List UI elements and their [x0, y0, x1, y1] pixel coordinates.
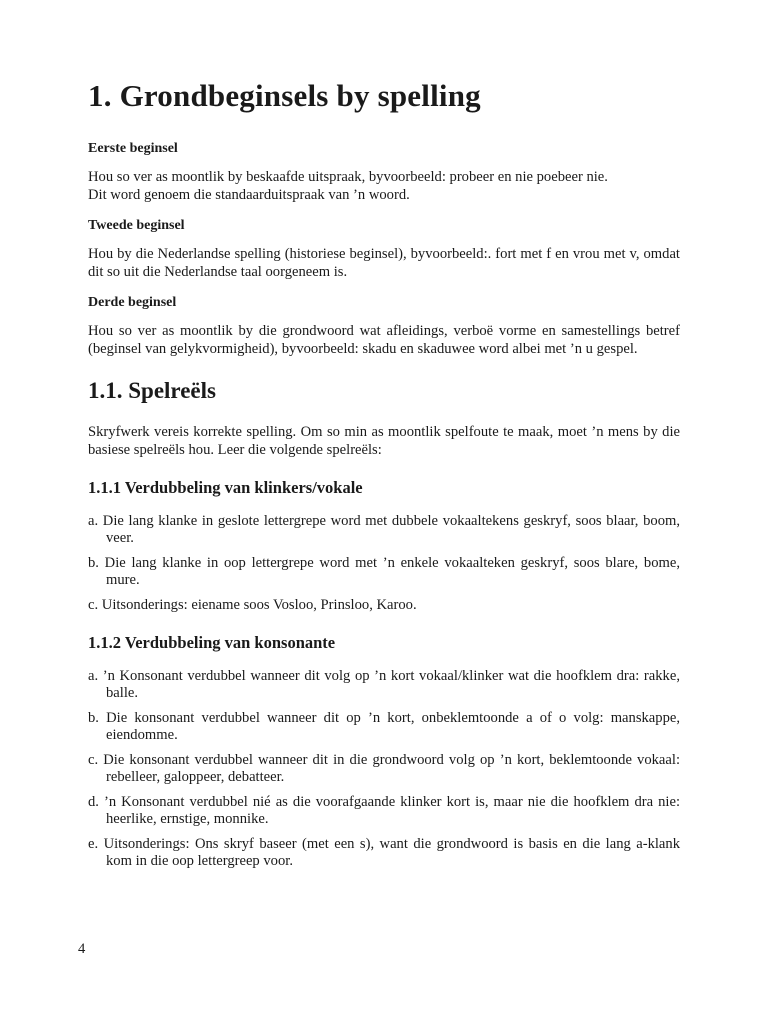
list-item: a. Die lang klanke in geslote lettergrepe word met dubbele vokaaltekens geskryf, soos blaar, boom, veer. — [88, 513, 680, 546]
principle-block — [88, 217, 680, 281]
principle-block — [88, 140, 680, 204]
page-number: 4 — [78, 941, 86, 957]
list-item: d. ’n Konsonant verdubbel nié as die voorafgaande klinker kort is, maar nie die hoofklem dra nie: heerlike, ernstige, monnike. — [88, 794, 680, 827]
rule-list — [88, 668, 680, 870]
principle-title: Tweede beginsel — [88, 218, 185, 233]
principle-paragraph: Hou by die Nederlandse spelling (historiese beginsel), byvoorbeeld:. fort met f en vrou met v, omdat dit so uit die Nederlandse taal oorgeneem is. — [88, 246, 680, 280]
principle-title: Eerste beginsel — [88, 141, 178, 156]
subsection-heading: 1.1.2 Verdubbeling van konsonante — [88, 633, 336, 652]
list-item: a. ’n Konsonant verdubbel wanneer dit volg op ’n kort vokaal/klinker wat die hoofklem dra: rakke, balle. — [88, 668, 680, 701]
list-item: e. Uitsonderings: Ons skryf baseer (met een s), want die grondwoord is basis en die lang a-klank kom in die oop lettergreep voor. — [88, 836, 680, 869]
principle-text: Dit word genoem die standaarduitspraak van ’n woord. — [88, 186, 410, 203]
rule-list — [88, 513, 680, 614]
list-item: c. Die konsonant verdubbel wanneer dit in die grondwoord volg op ’n kort, beklemtoonde vokaal: rebelleer, galoppeer, debatteer. — [88, 752, 680, 785]
chapter-heading: 1. Grondbeginsels by spelling — [88, 78, 481, 113]
document-page — [88, 74, 680, 878]
principle-block — [88, 294, 680, 358]
section-heading: 1.1. Spelreëls — [88, 378, 216, 403]
list-item: b. Die lang klanke in oop lettergrepe word met ’n enkele vokaalteken geskryf, soos blare, bome, mure. — [88, 555, 680, 588]
subsection-heading: 1.1.1 Verdubbeling van klinkers/vokale — [88, 478, 363, 497]
principle-paragraph — [88, 169, 680, 204]
principle-title: Derde beginsel — [88, 295, 177, 310]
section-intro: Skryfwerk vereis korrekte spelling. Om so min as moontlik spelfoute te maak, moet ’n mens by die basiese spelreëls hou. Leer die volgende spelreëls: — [88, 424, 680, 458]
list-item: b. Die konsonant verdubbel wanneer dit op ’n kort, onbeklemtoonde a of o volg: manskappe, eiendomme. — [88, 710, 680, 743]
principle-paragraph: Hou so ver as moontlik by die grondwoord wat afleidings, verboë vorme en samestellings betref (beginsel van gelykvormigheid), byvoorbeeld: skadu en skaduwee word albei met ’n u gespel. — [88, 323, 680, 357]
principle-text: Hou so ver as moontlik by beskaafde uitspraak, byvoorbeeld: probeer en nie poebeer nie. — [88, 169, 608, 185]
list-item: c. Uitsonderings: eiename soos Vosloo, Prinsloo, Karoo. — [88, 597, 417, 613]
